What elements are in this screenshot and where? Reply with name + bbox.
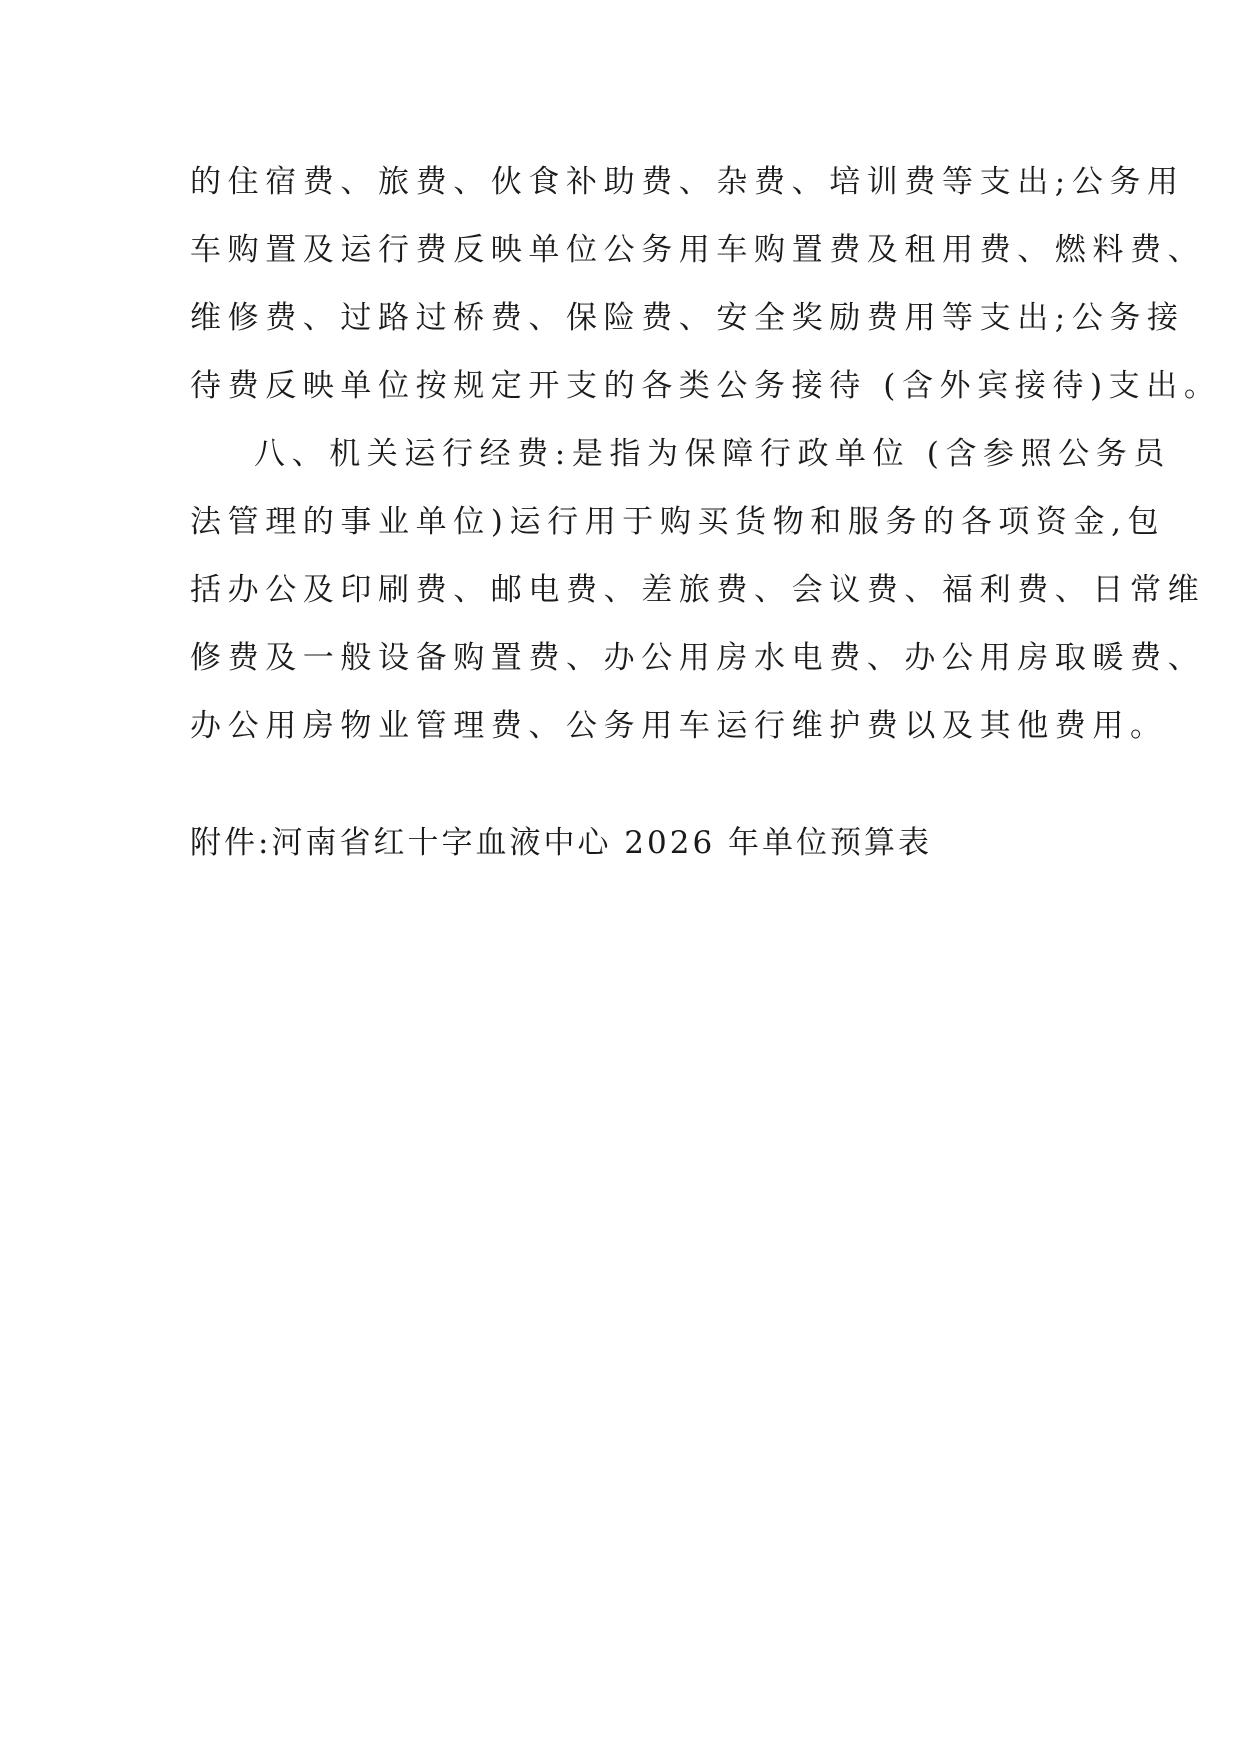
- paragraph-line: 维修费、过路过桥费、保险费、安全奖励费用等支出;公务接: [190, 300, 1185, 336]
- paragraph-line: 法管理的事业单位)运行用于购买货物和服务的各项资金,包: [190, 504, 1166, 540]
- paragraph-line: 的住宿费、旅费、伙食补助费、杂费、培训费等支出;公务用: [190, 164, 1185, 200]
- paragraph-line: 待费反映单位按规定开支的各类公务接待 (含外宾接待)支出。: [190, 368, 1222, 404]
- paragraph-line: 车购置及运行费反映单位公务用车购置费及租用费、燃料费、: [190, 232, 1206, 268]
- paragraph-line: 括办公及印刷费、邮电费、差旅费、会议费、福利费、日常维: [190, 572, 1206, 608]
- section-heading-line: 八、机关运行经费:是指为保障行政单位 (含参照公务员: [254, 436, 1171, 472]
- paragraph-line: 修费及一般设备购置费、办公用房水电费、办公用房取暖费、: [190, 640, 1206, 676]
- paragraph-line: 办公用房物业管理费、公务用车运行维护费以及其他费用。: [190, 708, 1168, 744]
- attachment-note: 附件:河南省红十字血液中心 2026 年单位预算表: [190, 825, 933, 861]
